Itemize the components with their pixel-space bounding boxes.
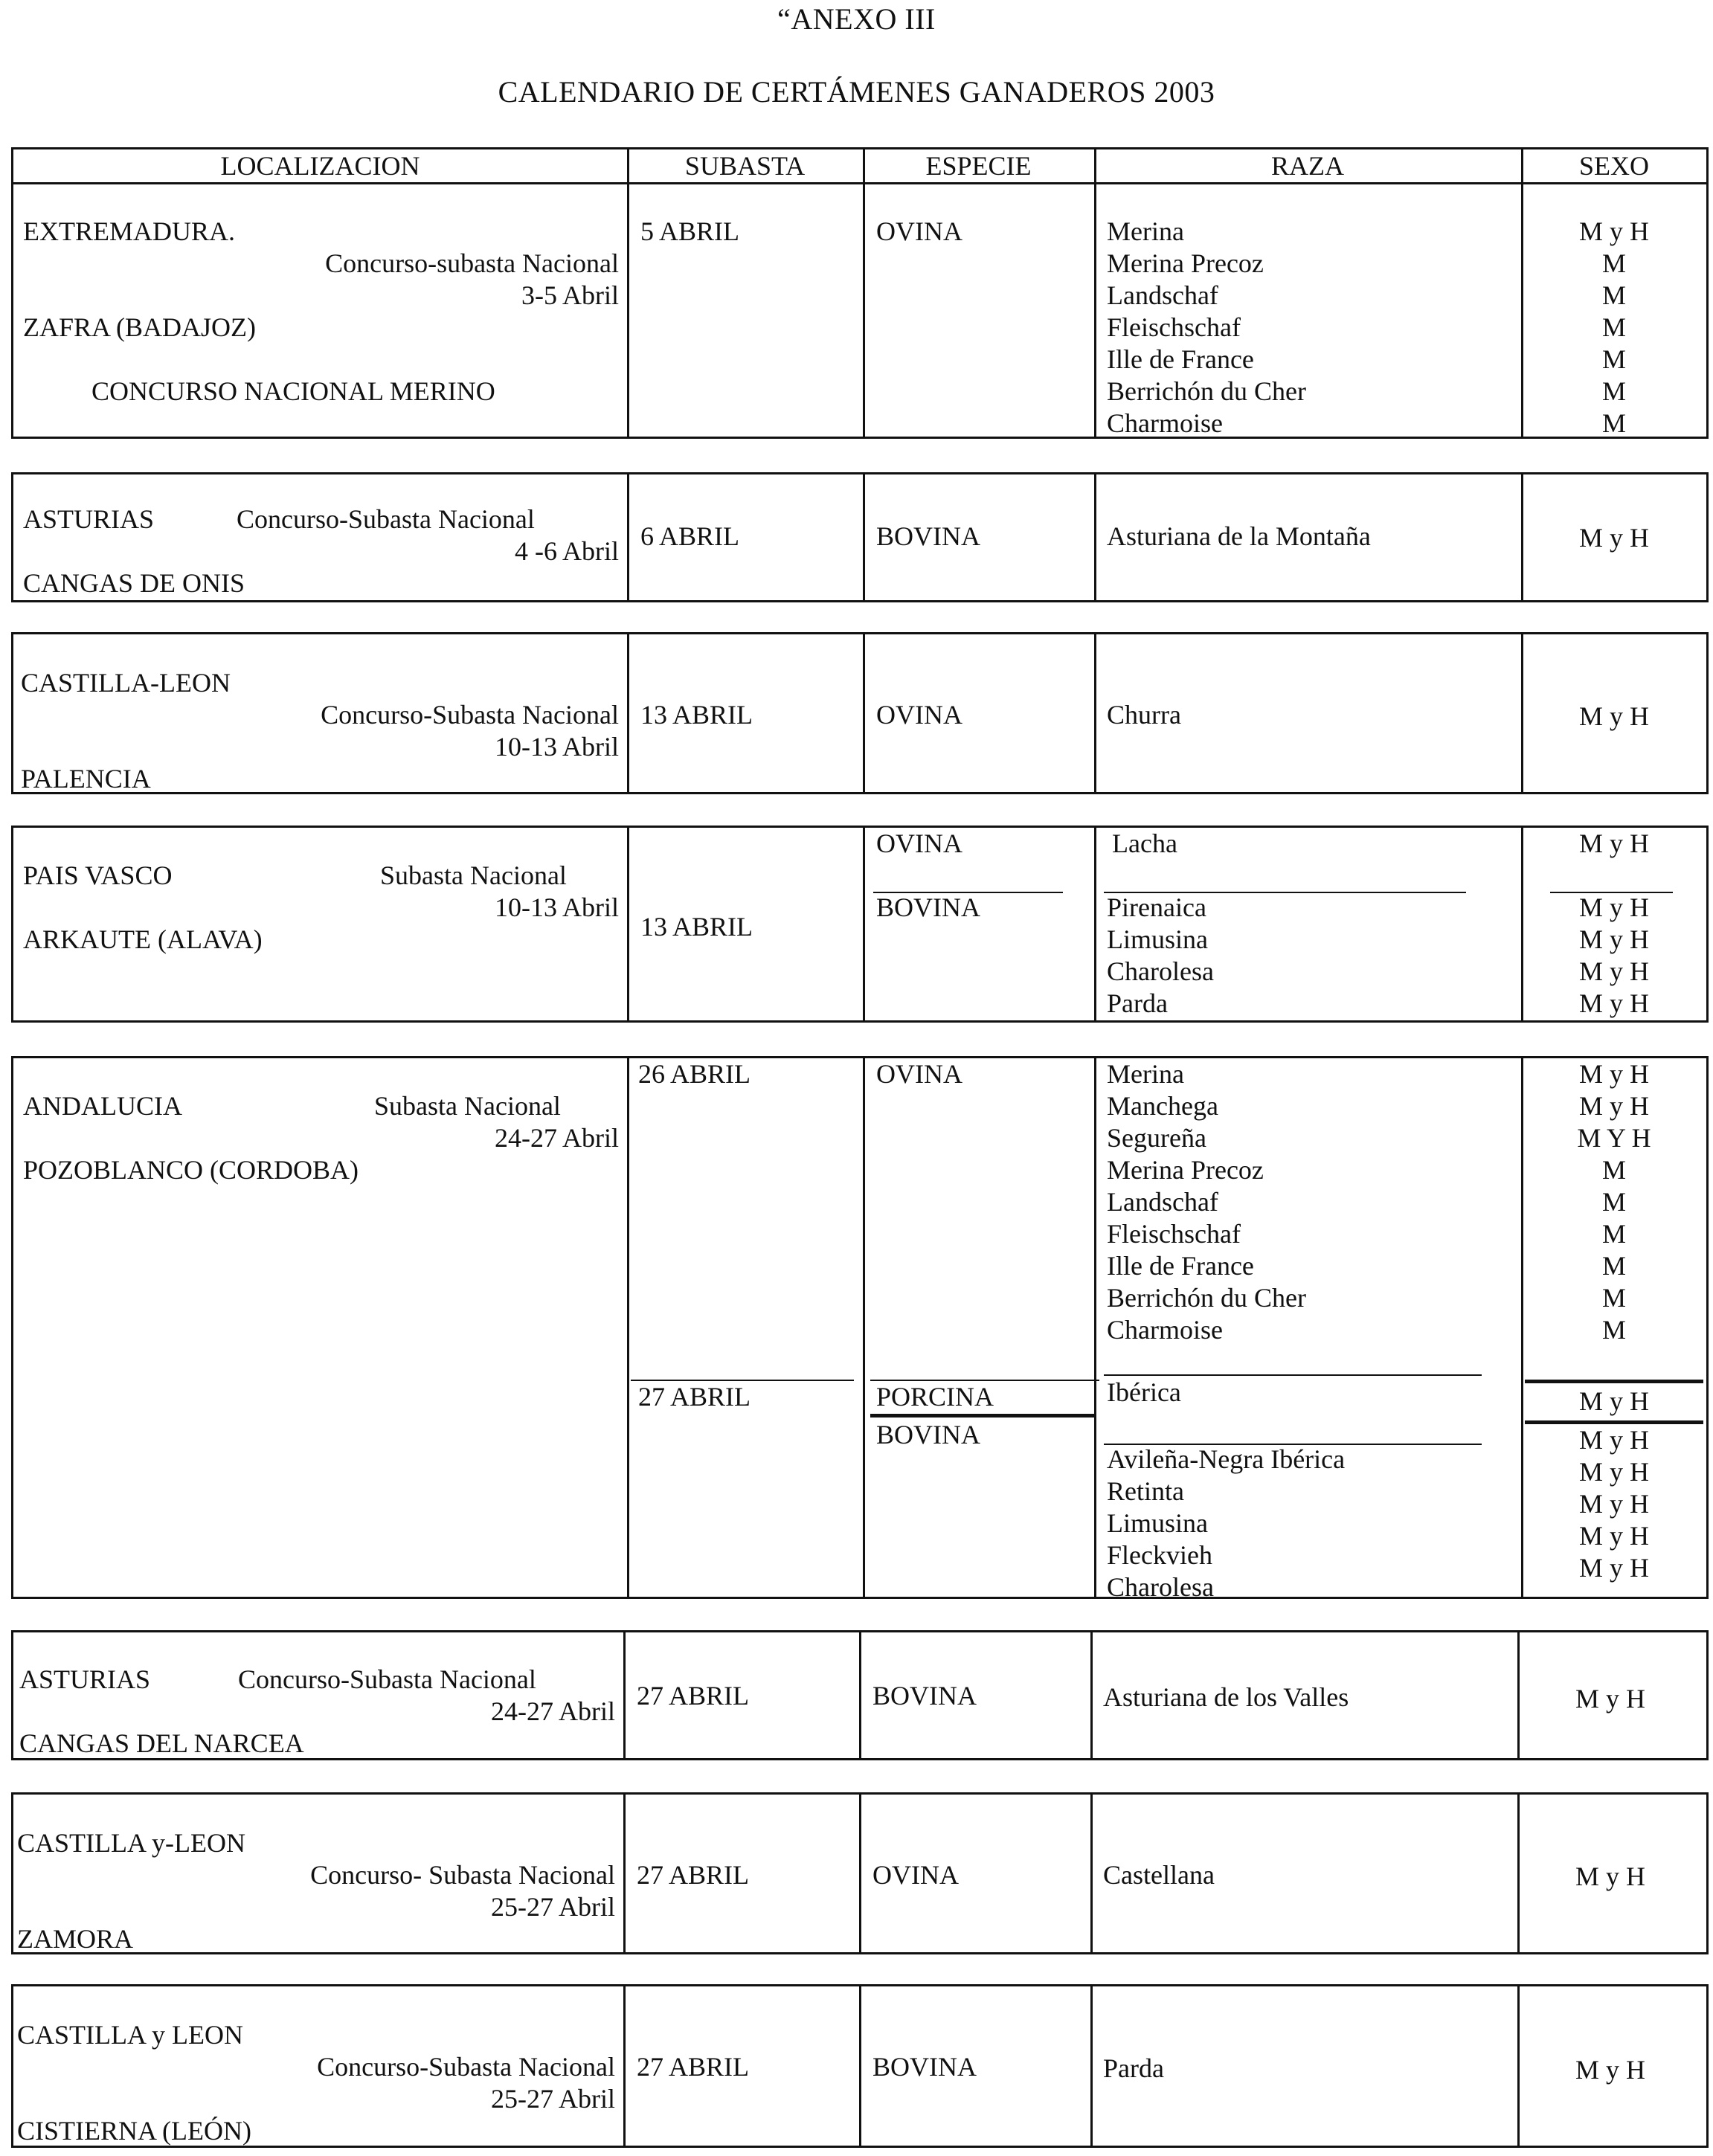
- especie-name: BOVINA: [876, 1420, 980, 1449]
- sexo-value: M: [1601, 344, 1626, 374]
- town-name: CANGAS DEL NARCEA: [19, 1728, 304, 1758]
- event-dates: 24-27 Abril: [495, 1123, 619, 1153]
- raza-list-item: Charolesa: [1107, 956, 1214, 986]
- sexo-value: M y H: [1578, 1521, 1649, 1551]
- entry-castilla-leon-cistierna: [11, 1984, 1709, 2148]
- town-name: PALENCIA: [21, 764, 151, 794]
- event-dates: 10-13 Abril: [495, 892, 619, 922]
- region-name: ANDALUCIA: [23, 1091, 182, 1121]
- column-divider: [627, 1058, 629, 1597]
- sexo-value: M y H: [1578, 828, 1649, 858]
- especie-name: BOVINA: [872, 1681, 977, 1711]
- event-dates: 25-27 Abril: [491, 1892, 615, 1922]
- raza-list-item: Parda: [1103, 2053, 1164, 2083]
- raza-list-item: Charmoise: [1107, 408, 1223, 438]
- subasta-date: 27 ABRIL: [637, 1681, 750, 1711]
- entry-andalucia: [11, 1056, 1709, 1602]
- sexo-value: M y H: [1578, 1059, 1649, 1089]
- especie-name: OVINA: [876, 700, 962, 730]
- especie-name: OVINA: [876, 828, 962, 858]
- column-header-raza: RAZA: [1271, 151, 1344, 181]
- raza-list-item: Ille de France: [1107, 1251, 1254, 1281]
- town-name: CANGAS DE ONIS: [23, 568, 245, 598]
- entry-castilla-leon-palencia: [11, 632, 1709, 794]
- sexo-value: M: [1601, 248, 1626, 278]
- sexo-separator: [1525, 1380, 1703, 1383]
- especie-separator: [870, 1414, 1095, 1418]
- sexo-value: M y H: [1578, 1386, 1649, 1416]
- column-divider: [859, 1986, 861, 2146]
- especie-name: OVINA: [876, 1059, 962, 1089]
- event-type: Concurso-Subasta Nacional: [321, 700, 619, 730]
- raza-list-item: Merina: [1107, 1059, 1184, 1089]
- sexo-value: M y H: [1578, 216, 1649, 246]
- especie-name: BOVINA: [872, 2052, 977, 2082]
- town-name: ZAMORA: [17, 1924, 134, 1954]
- raza-list-item: Landschaf: [1107, 280, 1218, 310]
- entry-asturias-cangas-de-onis: [11, 472, 1709, 602]
- column-divider: [1094, 149, 1096, 437]
- column-divider: [1090, 1986, 1093, 2146]
- column-divider: [859, 1632, 861, 1758]
- raza-separator: [1104, 1374, 1482, 1376]
- column-header-subasta: SUBASTA: [684, 151, 806, 181]
- event-type: Subasta Nacional: [374, 1091, 561, 1121]
- subasta-date: 6 ABRIL: [640, 521, 740, 551]
- raza-list-item: Berrichón du Cher: [1107, 376, 1306, 406]
- subasta-date: 13 ABRIL: [640, 912, 753, 942]
- raza-list-item: Asturiana de los Valles: [1103, 1682, 1349, 1712]
- event-note: CONCURSO NACIONAL MERINO: [91, 376, 495, 406]
- event-type: Subasta Nacional: [380, 860, 567, 890]
- column-divider: [863, 149, 865, 437]
- raza-list-item: Castellana: [1103, 1860, 1215, 1890]
- sexo-value: M y H: [1578, 1425, 1649, 1455]
- town-name: ARKAUTE (ALAVA): [23, 924, 263, 954]
- raza-list-item: Fleischschaf: [1107, 1219, 1241, 1249]
- sexo-value: M y H: [1578, 1489, 1649, 1519]
- calendar-title: CALENDARIO DE CERTÁMENES GANADEROS 2003: [498, 75, 1215, 109]
- raza-list-item: Segureña: [1107, 1123, 1206, 1153]
- event-type: Concurso-Subasta Nacional: [317, 2052, 615, 2082]
- event-dates: 4 -6 Abril: [515, 536, 619, 566]
- entry-castilla-leon-zamora: [11, 1792, 1709, 1954]
- event-type: Concurso-Subasta Nacional: [238, 1664, 536, 1694]
- sexo-value: M y H: [1578, 1553, 1649, 1583]
- region-name: PAIS VASCO: [23, 860, 173, 890]
- sexo-value: M y H: [1575, 2055, 1645, 2085]
- sexo-value: M y H: [1578, 988, 1649, 1018]
- event-dates: 25-27 Abril: [491, 2084, 615, 2114]
- sexo-value: M y H: [1578, 956, 1649, 986]
- raza-list-item: Manchega: [1107, 1091, 1218, 1121]
- raza-list-item: Pirenaica: [1107, 892, 1206, 922]
- sexo-value: M y H: [1578, 924, 1649, 954]
- event-type: Concurso- Subasta Nacional: [310, 1860, 615, 1890]
- event-dates: 3-5 Abril: [521, 280, 619, 310]
- raza-list-item: Retinta: [1107, 1476, 1184, 1506]
- column-divider: [1090, 1795, 1093, 1952]
- sexo-value: M: [1601, 1283, 1626, 1313]
- raza-list-item: Asturiana de la Montaña: [1107, 521, 1371, 551]
- raza-list-item: Fleischschaf: [1107, 312, 1241, 342]
- raza-list-item: Landschaf: [1107, 1187, 1218, 1217]
- column-divider: [1094, 634, 1096, 792]
- entry-extremadura: [11, 147, 1709, 439]
- region-name: ASTURIAS: [19, 1664, 151, 1694]
- raza-list-item: Merina Precoz: [1107, 1155, 1264, 1185]
- sexo-value: M y H: [1575, 1684, 1645, 1713]
- subasta-date: 26 ABRIL: [638, 1059, 751, 1089]
- column-divider: [623, 1986, 626, 2146]
- column-header-sexo: SEXO: [1578, 151, 1649, 181]
- sexo-value: M: [1601, 1251, 1626, 1281]
- sexo-value: M: [1601, 1155, 1626, 1185]
- sexo-value: M Y H: [1577, 1123, 1651, 1153]
- raza-list-item: Fleckvieh: [1107, 1540, 1212, 1570]
- raza-list-item: Charolesa: [1107, 1572, 1214, 1602]
- column-divider: [623, 1632, 626, 1758]
- subasta-date: 27 ABRIL: [637, 2052, 750, 2082]
- entry-asturias-cangas-del-narcea: [11, 1630, 1709, 1760]
- raza-list-item: Limusina: [1107, 924, 1208, 954]
- sexo-value: M y H: [1578, 523, 1649, 553]
- sexo-value: M: [1601, 280, 1626, 310]
- subasta-date: 27 ABRIL: [638, 1382, 751, 1412]
- column-divider: [623, 1795, 626, 1952]
- sexo-value: M y H: [1578, 701, 1649, 731]
- sexo-value: M: [1601, 1219, 1626, 1249]
- column-header-localizacion: LOCALIZACION: [220, 151, 420, 181]
- column-divider: [627, 828, 629, 1020]
- column-divider: [859, 1795, 861, 1952]
- town-name: POZOBLANCO (CORDOBA): [23, 1155, 359, 1185]
- raza-list-item: Churra: [1107, 700, 1181, 730]
- header-divider: [13, 182, 1706, 184]
- column-divider: [1094, 474, 1096, 600]
- sexo-value: M: [1601, 376, 1626, 406]
- sexo-value: M: [1601, 312, 1626, 342]
- raza-list-item: Merina: [1107, 216, 1184, 246]
- sexo-value: M y H: [1575, 1861, 1645, 1891]
- column-header-especie: ESPECIE: [925, 151, 1032, 181]
- region-name: CASTILLA y-LEON: [17, 1828, 245, 1858]
- entry-pais-vasco: [11, 826, 1709, 1023]
- raza-list-item: Merina Precoz: [1107, 248, 1264, 278]
- sexo-value: M y H: [1578, 1091, 1649, 1121]
- raza-list-item: Lacha: [1112, 828, 1177, 858]
- region-name: ASTURIAS: [23, 504, 155, 534]
- region-name: CASTILLA y LEON: [17, 2020, 243, 2050]
- column-divider: [863, 474, 865, 600]
- column-divider: [863, 828, 865, 1020]
- column-divider: [1094, 1058, 1096, 1597]
- raza-list-item: Parda: [1107, 988, 1168, 1018]
- especie-name: BOVINA: [876, 892, 980, 922]
- raza-list-item: Charmoise: [1107, 1315, 1223, 1345]
- sexo-value: M y H: [1578, 1457, 1649, 1487]
- sexo-value: M y H: [1578, 892, 1649, 922]
- especie-name: PORCINA: [876, 1382, 994, 1412]
- sexo-value: M: [1601, 408, 1626, 438]
- column-divider: [627, 149, 629, 437]
- sexo-value: M: [1601, 1315, 1626, 1345]
- column-divider: [1094, 828, 1096, 1020]
- raza-list-item: Berrichón du Cher: [1107, 1283, 1306, 1313]
- region-name: CASTILLA-LEON: [21, 668, 231, 698]
- region-name: EXTREMADURA.: [23, 216, 235, 246]
- sexo-value: M: [1601, 1187, 1626, 1217]
- column-divider: [627, 634, 629, 792]
- event-dates: 10-13 Abril: [495, 732, 619, 762]
- column-divider: [1090, 1632, 1093, 1758]
- town-name: ZAFRA (BADAJOZ): [23, 312, 257, 342]
- especie-name: OVINA: [872, 1860, 959, 1890]
- column-divider: [863, 634, 865, 792]
- especie-name: OVINA: [876, 216, 962, 246]
- town-name: CISTIERNA (LEÓN): [17, 2116, 251, 2146]
- subasta-date: 13 ABRIL: [640, 700, 753, 730]
- subasta-date: 27 ABRIL: [637, 1860, 750, 1890]
- column-divider: [627, 474, 629, 600]
- event-dates: 24-27 Abril: [491, 1696, 615, 1726]
- raza-list-item: Limusina: [1107, 1508, 1208, 1538]
- raza-list-item: Avileña-Negra Ibérica: [1107, 1444, 1346, 1474]
- event-type: Concurso-subasta Nacional: [325, 248, 619, 278]
- annex-title: “ANEXO III: [777, 2, 936, 36]
- subasta-date: 5 ABRIL: [640, 216, 740, 246]
- raza-list-item: Ille de France: [1107, 344, 1254, 374]
- especie-name: BOVINA: [876, 521, 980, 551]
- column-divider: [863, 1058, 865, 1597]
- raza-list-item: Ibérica: [1107, 1377, 1181, 1407]
- event-type: Concurso-Subasta Nacional: [237, 504, 535, 534]
